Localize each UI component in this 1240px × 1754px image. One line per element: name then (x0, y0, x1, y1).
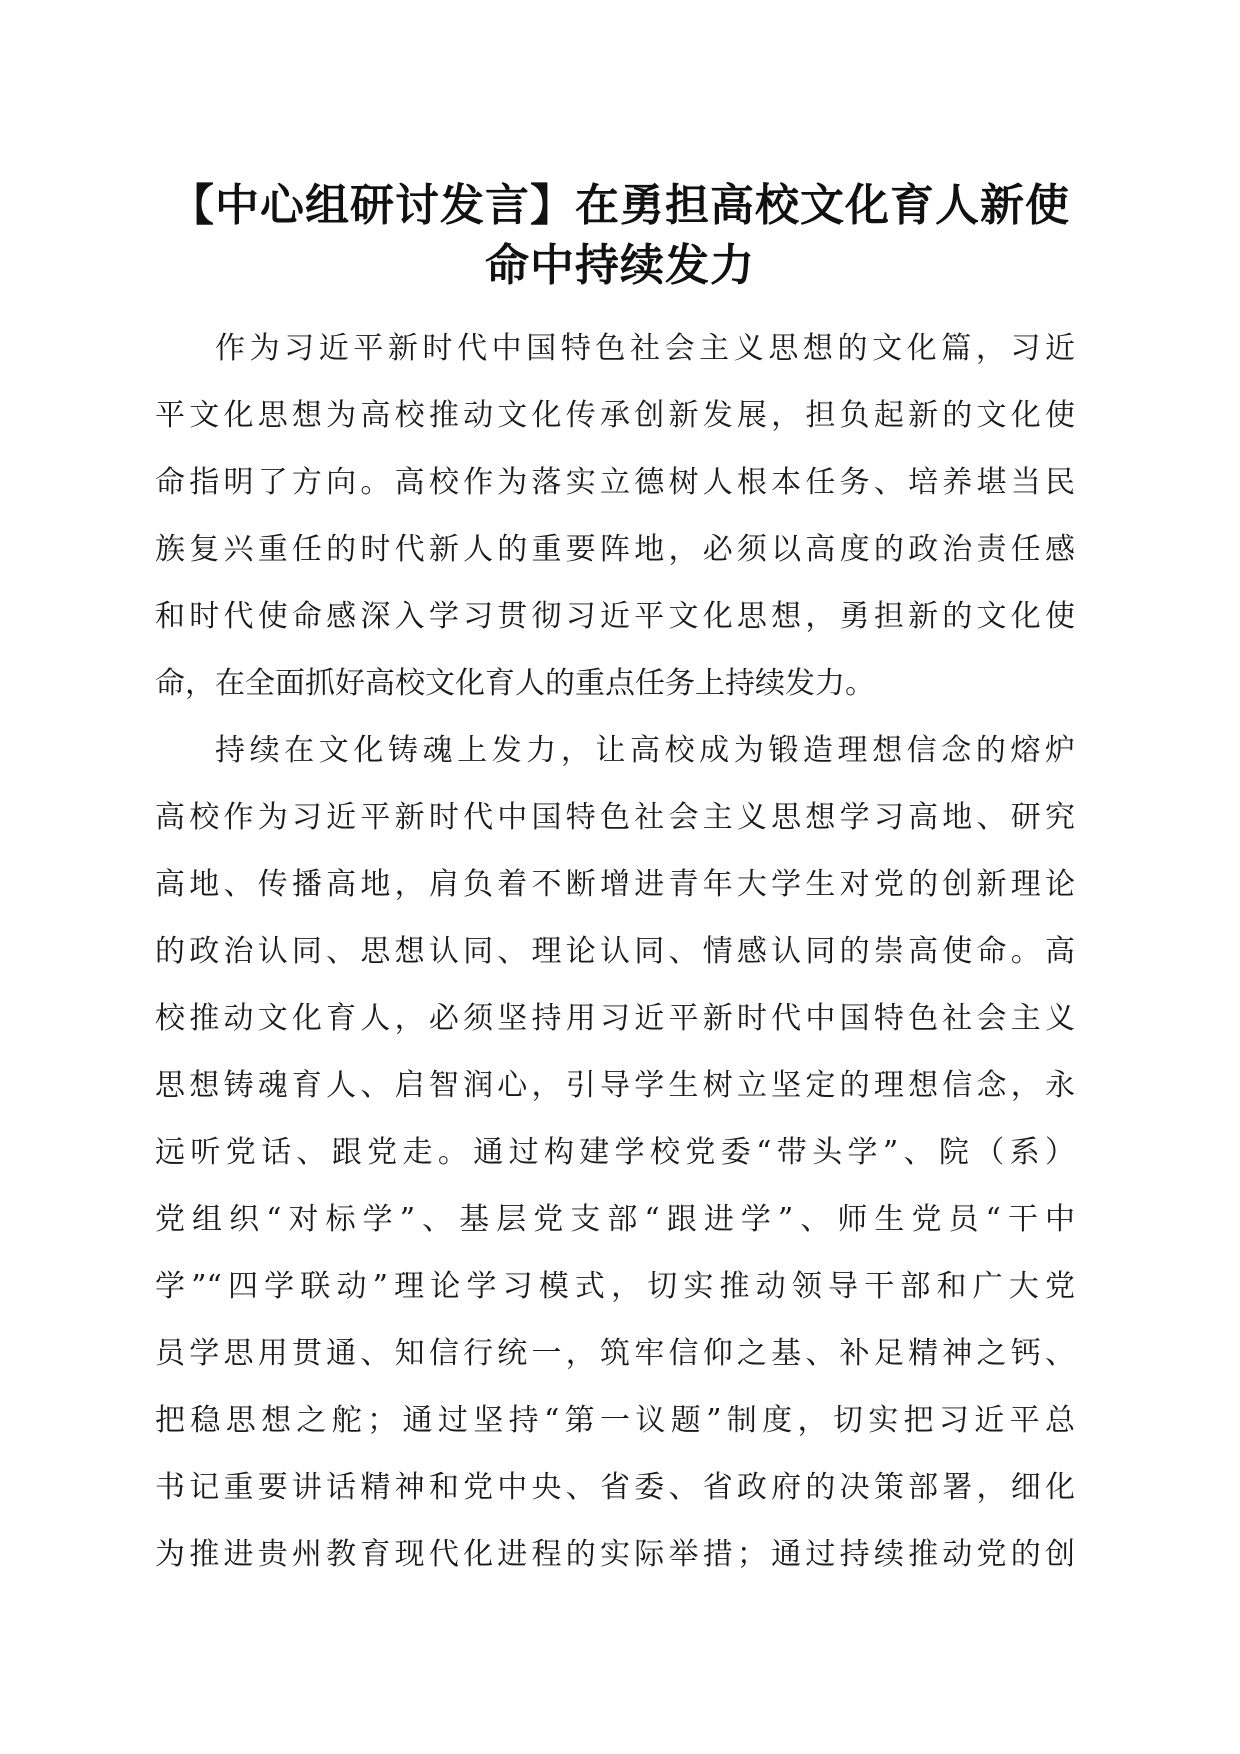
text-line: 命指明了方向。高校作为落实立德树人根本任务、培养堪当民 (155, 465, 1075, 500)
text-line: 高校作为习近平新时代中国特色社会主义思想学习高地、研究 (155, 800, 1075, 835)
text-line: 高地、传播高地，肩负着不断增进青年大学生对党的创新理论 (155, 867, 1075, 902)
text-line: 党组织“对标学”、基层党支部“跟进学”、师生党员“干中 (155, 1202, 1075, 1237)
title-line: 【中心组研讨发言】在勇担高校文化育人新使 (170, 180, 1070, 231)
text-line: 把稳思想之舵；通过坚持“第一议题”制度，切实把习近平总 (155, 1403, 1075, 1438)
text-line: 作为习近平新时代中国特色社会主义思想的文化篇，习近 (215, 331, 1075, 366)
text-line: 员学思用贯通、知信行统一，筑牢信仰之基、补足精神之钙、 (155, 1336, 1075, 1371)
text-line: 族复兴重任的时代新人的重要阵地，必须以高度的政治责任感 (155, 532, 1075, 567)
document-title (150, 176, 1090, 296)
text-line: 远听党话、跟党走。通过构建学校党委“带头学”、院（系） (155, 1135, 1075, 1170)
document-body (155, 315, 1075, 1588)
text-line: 书记重要讲话精神和党中央、省委、省政府的决策部署，细化 (155, 1470, 1075, 1505)
paragraph-section-one (155, 717, 1075, 1588)
text-line: 学”“四学联动”理论学习模式，切实推动领导干部和广大党 (155, 1269, 1075, 1304)
text-line: 命，在全面抓好高校文化育人的重点任务上持续发力。 (155, 666, 875, 701)
section-heading-line: 持续在文化铸魂上发力，让高校成为锻造理想信念的熔炉 (215, 733, 1075, 768)
text-line: 平文化思想为高校推动文化传承创新发展，担负起新的文化使 (155, 398, 1075, 433)
text-line: 校推动文化育人，必须坚持用习近平新时代中国特色社会主义 (155, 1001, 1075, 1036)
text-line: 和时代使命感深入学习贯彻习近平文化思想，勇担新的文化使 (155, 599, 1075, 634)
text-line: 为推进贵州教育现代化进程的实际举措；通过持续推动党的创 (155, 1537, 1075, 1572)
text-line: 思想铸魂育人、启智润心，引导学生树立坚定的理想信念，永 (155, 1068, 1075, 1103)
text-line: 的政治认同、思想认同、理论认同、情感认同的崇高使命。高 (155, 934, 1075, 969)
paragraph-intro (155, 315, 1075, 717)
title-line: 命中持续发力 (485, 240, 755, 291)
